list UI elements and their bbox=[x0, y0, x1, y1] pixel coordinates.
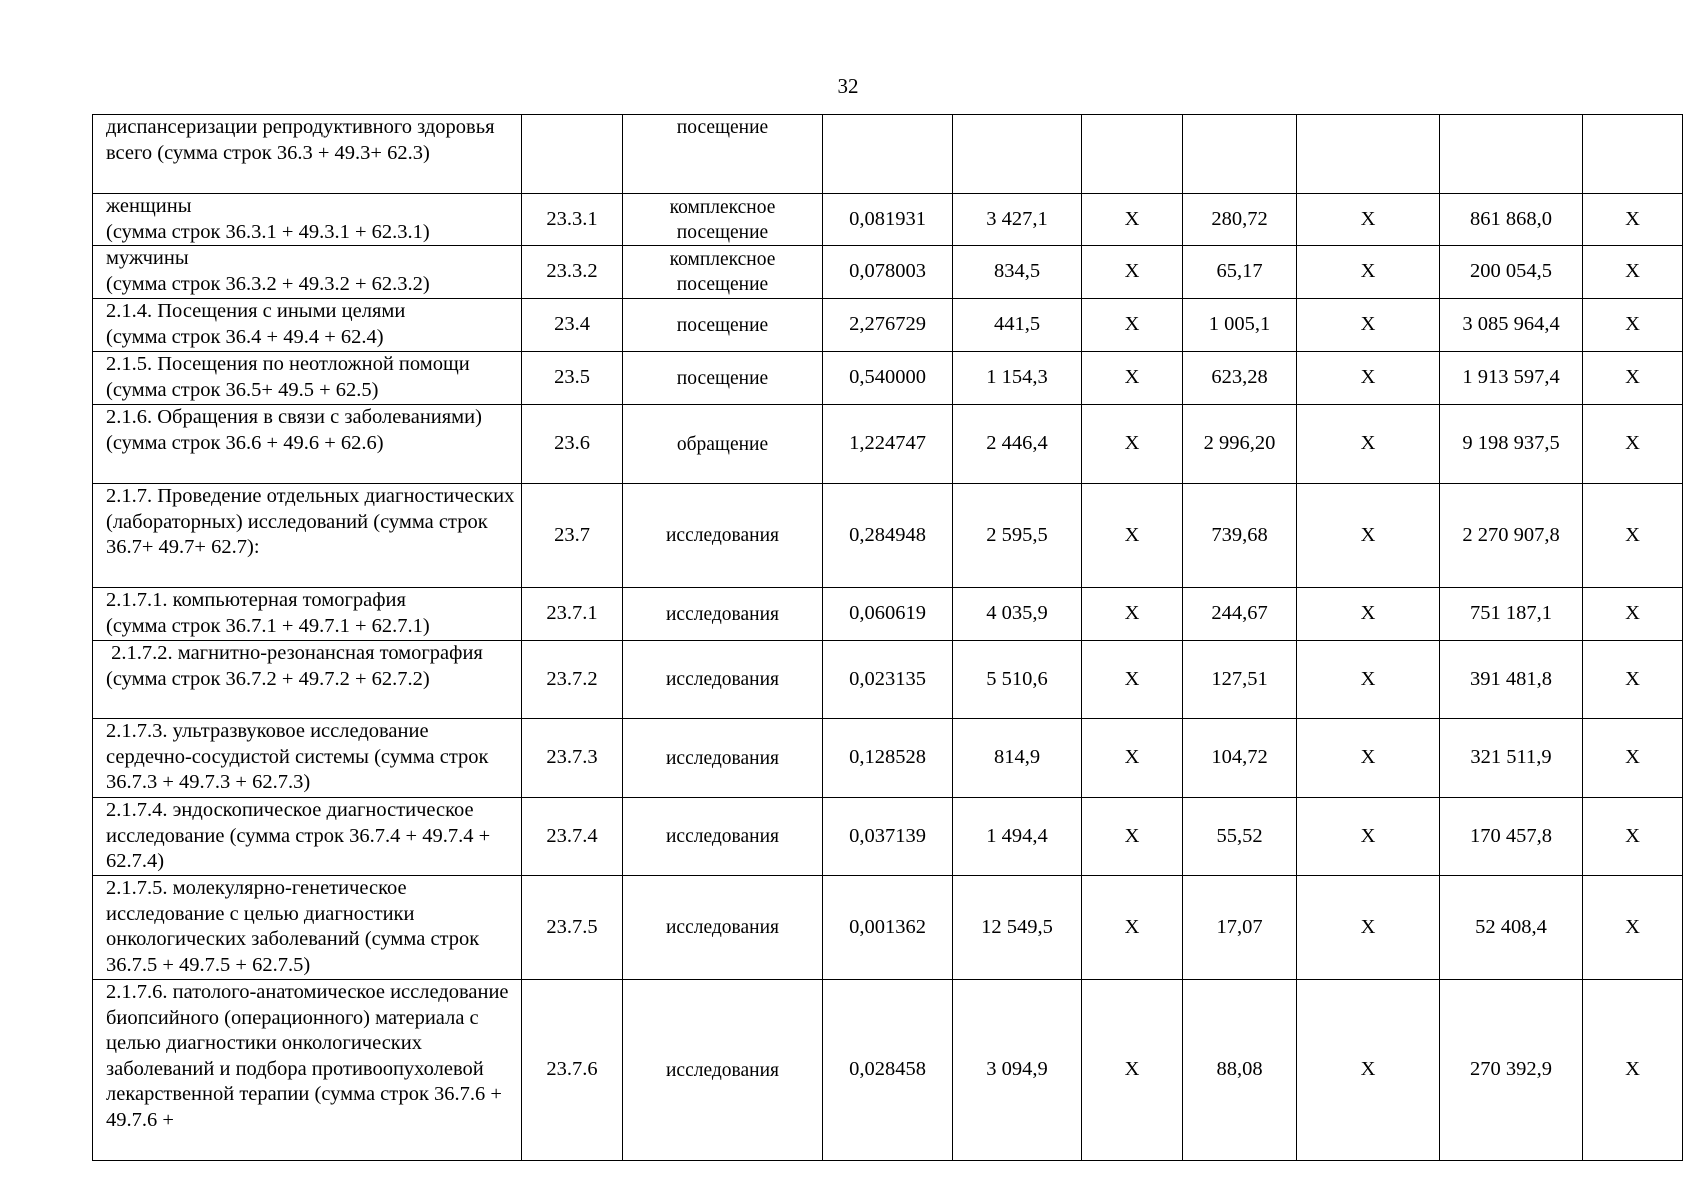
row-name-cell: 2.1.6. Обращения в связи с заболеваниями) (сумма строк 36.6 + 49.6 + 62.6) bbox=[93, 405, 522, 484]
x-mark-cell: X bbox=[1297, 405, 1440, 484]
x-mark-cell: X bbox=[1583, 876, 1683, 980]
row-name-cell: 2.1.7.4. эндоскопическое диагностическое исследование (сумма строк 36.7.4 + 49.7.4 + 62.7.4) bbox=[93, 798, 522, 876]
amount-cell: 88,08 bbox=[1183, 980, 1297, 1161]
unit-cell: комплексное посещение bbox=[623, 194, 823, 246]
x-mark-cell: X bbox=[1583, 641, 1683, 719]
row-name-cell: 2.1.7.3. ультразвуковое исследование сердечно-сосудистой системы (сумма строк 36.7.3 + 49.7.3 + 62.7.3) bbox=[93, 719, 522, 798]
table-row bbox=[93, 194, 1683, 246]
amount-cell: 2 996,20 bbox=[1183, 405, 1297, 484]
x-mark-cell: X bbox=[1082, 194, 1183, 246]
x-mark-cell: X bbox=[1082, 299, 1183, 352]
unit-cell: исследования bbox=[623, 641, 823, 719]
x-mark-cell: X bbox=[1583, 246, 1683, 299]
cost-cell: 2 446,4 bbox=[953, 405, 1082, 484]
code-cell: 23.7.3 bbox=[522, 719, 623, 798]
total-cell: 321 511,9 bbox=[1440, 719, 1583, 798]
x-mark-cell bbox=[1583, 115, 1683, 194]
volume-cell: 0,028458 bbox=[823, 980, 953, 1161]
total-cell: 1 913 597,4 bbox=[1440, 352, 1583, 405]
x-mark-cell: X bbox=[1082, 405, 1183, 484]
code-cell: 23.3.1 bbox=[522, 194, 623, 246]
x-mark-cell: X bbox=[1297, 980, 1440, 1161]
unit-cell: исследования bbox=[623, 798, 823, 876]
cost-cell: 5 510,6 bbox=[953, 641, 1082, 719]
total-cell: 9 198 937,5 bbox=[1440, 405, 1583, 484]
table-body bbox=[93, 115, 1683, 1161]
unit-cell: исследования bbox=[623, 719, 823, 798]
volume-cell: 0,081931 bbox=[823, 194, 953, 246]
table-row bbox=[93, 299, 1683, 352]
volume-cell: 0,128528 bbox=[823, 719, 953, 798]
total-cell: 200 054,5 bbox=[1440, 246, 1583, 299]
table-row bbox=[93, 719, 1683, 798]
row-name-cell: женщины (сумма строк 36.3.1 + 49.3.1 + 62.3.1) bbox=[93, 194, 522, 246]
x-mark-cell: X bbox=[1583, 194, 1683, 246]
code-cell: 23.6 bbox=[522, 405, 623, 484]
cost-cell: 1 154,3 bbox=[953, 352, 1082, 405]
code-cell: 23.5 bbox=[522, 352, 623, 405]
x-mark-cell: X bbox=[1297, 719, 1440, 798]
total-cell: 52 408,4 bbox=[1440, 876, 1583, 980]
amount-cell: 104,72 bbox=[1183, 719, 1297, 798]
table-row bbox=[93, 798, 1683, 876]
x-mark-cell: X bbox=[1583, 299, 1683, 352]
total-cell: 391 481,8 bbox=[1440, 641, 1583, 719]
x-mark-cell: X bbox=[1583, 719, 1683, 798]
row-name-cell: 2.1.5. Посещения по неотложной помощи (сумма строк 36.5+ 49.5 + 62.5) bbox=[93, 352, 522, 405]
code-cell bbox=[522, 115, 623, 194]
amount-cell: 623,28 bbox=[1183, 352, 1297, 405]
total-cell: 170 457,8 bbox=[1440, 798, 1583, 876]
total-cell: 270 392,9 bbox=[1440, 980, 1583, 1161]
x-mark-cell: X bbox=[1082, 876, 1183, 980]
table-row bbox=[93, 641, 1683, 719]
amount-cell: 739,68 bbox=[1183, 484, 1297, 588]
code-cell: 23.4 bbox=[522, 299, 623, 352]
volume-cell: 2,276729 bbox=[823, 299, 953, 352]
unit-cell: комплексное посещение bbox=[623, 246, 823, 299]
x-mark-cell: X bbox=[1297, 876, 1440, 980]
x-mark-cell: X bbox=[1082, 588, 1183, 641]
volume-cell: 0,023135 bbox=[823, 641, 953, 719]
x-mark-cell bbox=[1297, 115, 1440, 194]
cost-cell: 834,5 bbox=[953, 246, 1082, 299]
amount-cell bbox=[1183, 115, 1297, 194]
row-name-cell: диспансеризации репродуктивного здоровья всего (сумма строк 36.3 + 49.3+ 62.3) bbox=[93, 115, 522, 194]
code-cell: 23.7 bbox=[522, 484, 623, 588]
table-row bbox=[93, 352, 1683, 405]
table-row bbox=[93, 405, 1683, 484]
row-name-cell: мужчины (сумма строк 36.3.2 + 49.3.2 + 62.3.2) bbox=[93, 246, 522, 299]
total-cell: 3 085 964,4 bbox=[1440, 299, 1583, 352]
volume-cell: 1,224747 bbox=[823, 405, 953, 484]
cost-cell: 814,9 bbox=[953, 719, 1082, 798]
x-mark-cell: X bbox=[1297, 484, 1440, 588]
volume-cell: 0,001362 bbox=[823, 876, 953, 980]
table-row bbox=[93, 115, 1683, 194]
volume-cell: 0,284948 bbox=[823, 484, 953, 588]
x-mark-cell: X bbox=[1297, 641, 1440, 719]
x-mark-cell: X bbox=[1082, 484, 1183, 588]
amount-cell: 55,52 bbox=[1183, 798, 1297, 876]
code-cell: 23.7.1 bbox=[522, 588, 623, 641]
table-row bbox=[93, 246, 1683, 299]
row-name-cell: 2.1.7.2. магнитно-резонансная томография (сумма строк 36.7.2 + 49.7.2 + 62.7.2) bbox=[93, 641, 522, 719]
x-mark-cell: X bbox=[1082, 980, 1183, 1161]
unit-cell: исследования bbox=[623, 980, 823, 1161]
x-mark-cell: X bbox=[1583, 588, 1683, 641]
x-mark-cell: X bbox=[1583, 484, 1683, 588]
table-row bbox=[93, 980, 1683, 1161]
row-name-cell: 2.1.7.5. молекулярно-генетическое исследование с целью диагностики онкологических заболеваний (сумма строк 36.7.5 + 49.7.5 + 62.7.5) bbox=[93, 876, 522, 980]
x-mark-cell: X bbox=[1583, 352, 1683, 405]
cost-cell: 3 427,1 bbox=[953, 194, 1082, 246]
volume-cell: 0,078003 bbox=[823, 246, 953, 299]
volume-cell: 0,540000 bbox=[823, 352, 953, 405]
unit-cell: обращение bbox=[623, 405, 823, 484]
x-mark-cell: X bbox=[1297, 798, 1440, 876]
cost-cell bbox=[953, 115, 1082, 194]
unit-cell: исследования bbox=[623, 484, 823, 588]
total-cell: 861 868,0 bbox=[1440, 194, 1583, 246]
volume-cell bbox=[823, 115, 953, 194]
code-cell: 23.7.4 bbox=[522, 798, 623, 876]
total-cell: 751 187,1 bbox=[1440, 588, 1583, 641]
total-cell bbox=[1440, 115, 1583, 194]
amount-cell: 127,51 bbox=[1183, 641, 1297, 719]
x-mark-cell: X bbox=[1583, 798, 1683, 876]
x-mark-cell: X bbox=[1297, 352, 1440, 405]
x-mark-cell: X bbox=[1297, 246, 1440, 299]
table-row bbox=[93, 588, 1683, 641]
amount-cell: 17,07 bbox=[1183, 876, 1297, 980]
row-name-cell: 2.1.7.1. компьютерная томография (сумма строк 36.7.1 + 49.7.1 + 62.7.1) bbox=[93, 588, 522, 641]
cost-cell: 3 094,9 bbox=[953, 980, 1082, 1161]
cost-cell: 4 035,9 bbox=[953, 588, 1082, 641]
unit-cell: посещение bbox=[623, 352, 823, 405]
x-mark-cell bbox=[1082, 115, 1183, 194]
row-name-cell: 2.1.7.6. патолого-анатомическое исследование биопсийного (операционного) материала с целью диагностики онкологических заболеваний и подбора противоопухолевой лекарственной терапии (сумма строк 36.7.6 + 49.7.6 + bbox=[93, 980, 522, 1161]
amount-cell: 280,72 bbox=[1183, 194, 1297, 246]
amount-cell: 244,67 bbox=[1183, 588, 1297, 641]
amount-cell: 65,17 bbox=[1183, 246, 1297, 299]
code-cell: 23.7.2 bbox=[522, 641, 623, 719]
x-mark-cell: X bbox=[1082, 798, 1183, 876]
code-cell: 23.3.2 bbox=[522, 246, 623, 299]
x-mark-cell: X bbox=[1297, 194, 1440, 246]
x-mark-cell: X bbox=[1583, 405, 1683, 484]
page-number: 32 bbox=[837, 74, 859, 98]
unit-cell: посещение bbox=[623, 115, 823, 194]
table-row bbox=[93, 484, 1683, 588]
table-row bbox=[93, 876, 1683, 980]
volume-cell: 0,037139 bbox=[823, 798, 953, 876]
data-table bbox=[92, 114, 1683, 1161]
row-name-cell: 2.1.4. Посещения с иными целями (сумма строк 36.4 + 49.4 + 62.4) bbox=[93, 299, 522, 352]
x-mark-cell: X bbox=[1297, 588, 1440, 641]
cost-cell: 1 494,4 bbox=[953, 798, 1082, 876]
x-mark-cell: X bbox=[1082, 719, 1183, 798]
code-cell: 23.7.6 bbox=[522, 980, 623, 1161]
x-mark-cell: X bbox=[1082, 246, 1183, 299]
x-mark-cell: X bbox=[1297, 299, 1440, 352]
row-name-cell: 2.1.7. Проведение отдельных диагностических (лабораторных) исследований (сумма строк 36.7+ 49.7+ 62.7): bbox=[93, 484, 522, 588]
unit-cell: исследования bbox=[623, 876, 823, 980]
unit-cell: исследования bbox=[623, 588, 823, 641]
x-mark-cell: X bbox=[1082, 641, 1183, 719]
amount-cell: 1 005,1 bbox=[1183, 299, 1297, 352]
cost-cell: 12 549,5 bbox=[953, 876, 1082, 980]
x-mark-cell: X bbox=[1082, 352, 1183, 405]
cost-cell: 441,5 bbox=[953, 299, 1082, 352]
x-mark-cell: X bbox=[1583, 980, 1683, 1161]
code-cell: 23.7.5 bbox=[522, 876, 623, 980]
unit-cell: посещение bbox=[623, 299, 823, 352]
volume-cell: 0,060619 bbox=[823, 588, 953, 641]
total-cell: 2 270 907,8 bbox=[1440, 484, 1583, 588]
cost-cell: 2 595,5 bbox=[953, 484, 1082, 588]
